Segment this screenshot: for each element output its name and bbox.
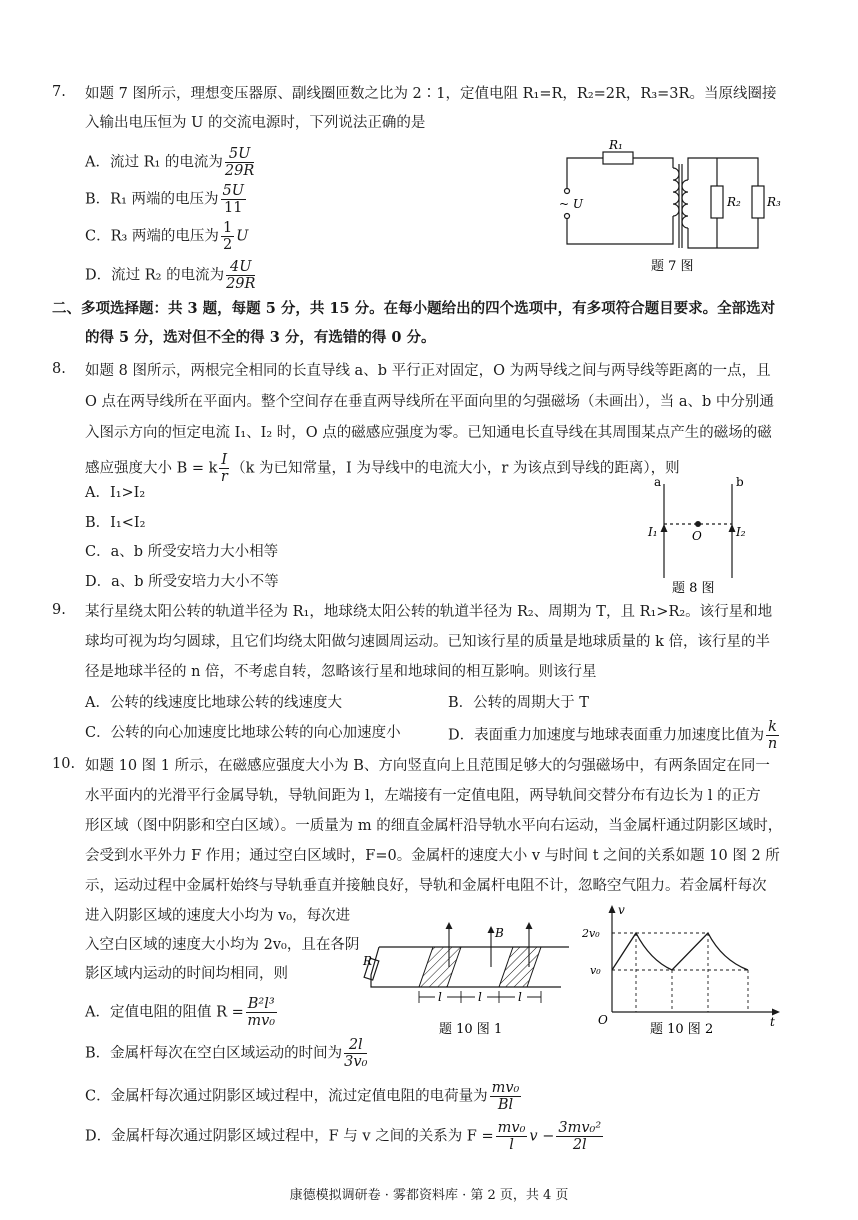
q7-r3-resistor bbox=[752, 186, 764, 218]
q7-r1-resistor bbox=[603, 152, 633, 164]
q10-figure1-caption: 题 10 图 1 bbox=[439, 1022, 503, 1037]
q9-stem-line2: 球均可视为均匀圆球，且它们均绕太阳做匀速圆周运动。已知该行星的质量是地球质量的 k 倍，该行星的半 bbox=[85, 634, 771, 650]
q8-option-a: A．I₁>I₂ bbox=[85, 485, 146, 501]
q7-option-a: A．流过 R₁ 的电流为 $\frac{5U}{29R}$ bbox=[85, 146, 255, 179]
q10-fig1-label-l2: l bbox=[478, 990, 482, 1004]
q7-label-r2: R₂ bbox=[727, 195, 741, 209]
q10-fig1-label-b: B bbox=[495, 926, 504, 940]
q8-number: 8. bbox=[52, 361, 66, 377]
q7-r2-resistor bbox=[711, 186, 723, 218]
q8-figure-caption: 题 8 图 bbox=[672, 581, 715, 596]
q8-label-i1: I₁ bbox=[648, 525, 658, 539]
q10-fig2-velocity-curve bbox=[612, 933, 748, 970]
q10-figure2-caption: 题 10 图 2 bbox=[650, 1022, 714, 1037]
q8-point-o bbox=[695, 521, 701, 527]
q8-label-b: b bbox=[736, 475, 744, 489]
q10-option-d: D．金属杆每次通过阴影区域过程中，F 与 v 之间的关系为 F = $\frac{\text{mv₀}}{l}$ v − $\frac{\text{3mv₀²}}{2l}$ bbox=[85, 1120, 602, 1153]
q9-stem-line1: 某行星绕太阳公转的轨道半径为 R₁，地球绕太阳公转的轨道半径为 R₂、周期为 T，且 R₁>R₂。该行星和地 bbox=[85, 604, 773, 620]
q10-fig2-label-v: v bbox=[618, 903, 625, 917]
q7-option-c: C．R₃ 两端的电压为 $\frac{1}{2}$ U bbox=[85, 220, 249, 253]
q8-label-i2: I₂ bbox=[736, 525, 746, 539]
q10-fig1-label-l3: l bbox=[518, 990, 522, 1004]
q10-fig2-label-2v0: 2v₀ bbox=[582, 927, 600, 940]
q10-fig1-label-l1: l bbox=[438, 990, 442, 1004]
q9-option-a: A．公转的线速度比地球公转的线速度大 bbox=[85, 695, 342, 711]
q8-stem-line2: O 点在两导线所在平面内。整个空间存在垂直两导线所在平面向里的匀强磁场（未画出），当 a、b 中分别通 bbox=[85, 394, 774, 410]
q9-option-b: B．公转的周期大于 T bbox=[448, 695, 589, 711]
q10-option-a: A．定值电阻的阻值 R = $\frac{\text{B²l³}}{\text{mv₀}}$ bbox=[85, 996, 276, 1029]
q7-stem-line2: 入输出电压恒为 U 的交流电源时，下列说法正确的是 bbox=[85, 115, 426, 131]
page-footer: 康德模拟调研卷 · 雾都资料库 · 第 2 页，共 4 页 bbox=[289, 1188, 569, 1203]
q10-option-b: B．金属杆每次在空白区域运动的时间为 $\frac{2l}{\text{3v₀}}$ bbox=[85, 1037, 368, 1070]
q7-circuit-diagram bbox=[545, 140, 795, 280]
q8-option-c: C．a、b 所受安培力大小相等 bbox=[85, 544, 279, 560]
q7-stem-line1: 如题 7 图所示，理想变压器原、副线圈匝数之比为 2∶1，定值电阻 R₁=R，R₂=2R，R₃=3R。当原线圈接 bbox=[85, 86, 777, 102]
q10-stem-line4: 会受到水平外力 F 作用；通过空白区域时，F=0。金属杆的速度大小 v 与时间 t 之间的关系如题 10 图 2 所 bbox=[85, 848, 780, 864]
q9-option-d: D．表面重力加速度与地球表面重力加速度比值为 $\frac{k}{n}$ bbox=[448, 719, 778, 752]
q8-stem-line1: 如题 8 图所示，两根完全相同的长直导线 a、b 平行正对固定，O 为两导线之间与两导线等距离的一点，且 bbox=[85, 363, 771, 379]
q7-number: 7. bbox=[52, 84, 66, 100]
q8-stem-line4: 感应强度大小 B = k $\frac{I}{r}$ （k 为已知常量，I 为导线中的电流大小，r 为该点到导线的距离），则 bbox=[85, 452, 680, 485]
q7-label-r1: R₁ bbox=[609, 138, 623, 152]
q7-figure-caption: 题 7 图 bbox=[651, 259, 694, 274]
q7-option-b: B．R₁ 两端的电压为 $\frac{5U}{11}$ bbox=[85, 183, 244, 216]
q8-option-b: B．I₁<I₂ bbox=[85, 515, 146, 531]
q8-wires-diagram bbox=[640, 470, 760, 596]
q10-stem-line8: 影区域内运动的时间均相同，则 bbox=[85, 966, 288, 982]
q10-fig2-label-t: t bbox=[770, 1015, 775, 1029]
q10-figure1-rails bbox=[365, 915, 575, 1040]
q10-stem-line2: 水平面内的光滑平行金属导轨，导轨间距为 l，左端接有一定值电阻，两导轨间交替分布有边长为 l 的正方 bbox=[85, 788, 761, 804]
q10-stem-line7: 入空白区域的速度大小均为 2v₀，且在各阴 bbox=[85, 937, 360, 953]
q10-fig2-label-o: O bbox=[598, 1013, 608, 1027]
q10-stem-line3: 形区域（图中阴影和空白区域）。一质量为 m 的细直金属杆沿导轨水平向右运动，当金属杆通过阴影区域时， bbox=[85, 818, 783, 834]
q9-stem-line3: 径是地球半径的 n 倍，不考虑自转，忽略该行星和地球间的相互影响。则该行星 bbox=[85, 664, 597, 680]
q10-fig2-label-v0: v₀ bbox=[590, 964, 601, 977]
q10-stem-line1: 如题 10 图 1 所示，在磁感应强度大小为 B、方向竖直向上且范围足够大的匀强磁场中，有两条固定在同一 bbox=[85, 758, 770, 774]
q10-fig1-label-r: R bbox=[363, 954, 373, 968]
q7-label-source: ~ U bbox=[559, 197, 583, 211]
q10-fig1-shaded-region-1 bbox=[419, 947, 461, 987]
q8-arrow-i2 bbox=[729, 524, 736, 532]
q10-figure2-vt-graph bbox=[580, 900, 785, 1040]
q8-stem-line3: 入图示方向的恒定电流 I₁、I₂ 时，O 点的磁感应强度为零。已知通电长直导线在其周围某点产生的磁场的磁 bbox=[85, 425, 772, 441]
q8-option-d: D．a、b 所受安培力大小不等 bbox=[85, 574, 279, 590]
q10-number: 10. bbox=[52, 756, 76, 772]
q7-option-d: D．流过 R₂ 的电流为 $\frac{4U}{29R}$ bbox=[85, 259, 256, 292]
q8-label-o: O bbox=[692, 529, 702, 543]
q10-fig1-shaded-region-2 bbox=[499, 947, 541, 987]
q10-stem-line6: 进入阴影区域的速度大小均为 v₀，每次进 bbox=[85, 908, 351, 924]
q9-number: 9. bbox=[52, 602, 66, 618]
q10-option-c: C．金属杆每次通过阴影区域过程中，流过定值电阻的电荷量为 $\frac{\text{mv₀}}{Bl}$ bbox=[85, 1080, 520, 1113]
q9-option-c: C．公转的向心加速度比地球公转的向心加速度小 bbox=[85, 725, 401, 741]
section2-heading-line2: 的得 5 分，选对但不全的得 3 分，有选错的得 0 分。 bbox=[85, 329, 436, 346]
q10-stem-line5: 示，运动过程中金属杆始终与导轨垂直并接触良好，导轨和金属杆电阻不计，忽略空气阻力。若金属杆每次 bbox=[85, 878, 767, 894]
q8-label-a: a bbox=[654, 475, 662, 489]
q7-label-r3: R₃ bbox=[767, 195, 781, 209]
section2-heading-line1: 二、多项选择题：共 3 题，每题 5 分，共 15 分。在每小题给出的四个选项中，有多项符合题目要求。全部选对 bbox=[52, 300, 776, 317]
q8-arrow-i1 bbox=[661, 524, 668, 532]
